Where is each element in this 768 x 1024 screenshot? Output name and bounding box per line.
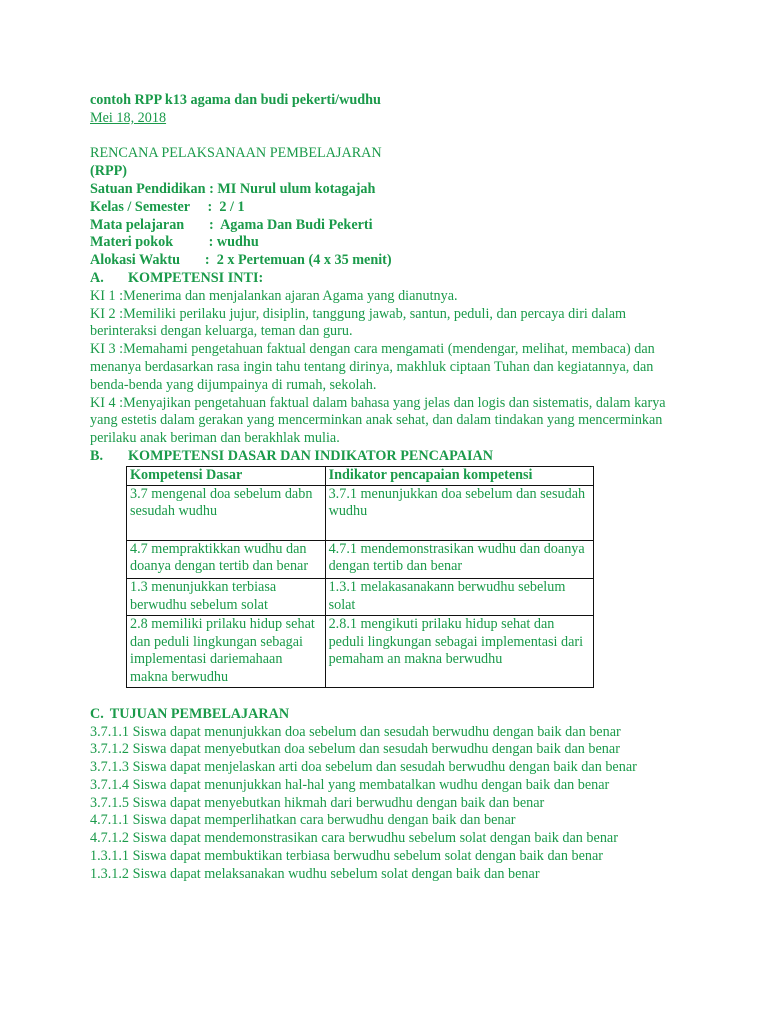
section-a-heading: A. KOMPETENSI INTI:: [90, 269, 264, 286]
table-header-cell: Kompetensi Dasar: [127, 466, 326, 485]
identity-value: 2 x Pertemuan (4 x 35 menit): [216, 252, 392, 269]
goal-item: 3.7.1.5 Siswa dapat menyebutkan hikmah dari berwudhu dengan baik dan benar: [90, 794, 545, 811]
rpp-heading: [90, 145, 690, 181]
spacer: [90, 128, 690, 146]
goal-item: 1.3.1.2 Siswa dapat melaksanakan wudhu sebelum solat dengan baik dan benar: [90, 865, 540, 882]
identity-row: Materi pokok : wudhu: [90, 234, 259, 251]
ki-paragraph: KI 1 :Menerima dan menjalankan ajaran Agama yang dianutnya.: [90, 287, 458, 304]
identity-label: Mata pelajaran: [90, 216, 185, 233]
table-cell: 1.3.1 melakasanakann berwudhu sebelum solat: [325, 579, 593, 616]
identity-value: MI Nurul ulum kotagajah: [217, 180, 376, 197]
identity-value: 2 / 1: [219, 198, 245, 215]
ki-paragraph: KI 2 :Memiliki perilaku jujur, disiplin, tanggung jawab, santun, peduli, dan percaya diri dalam berinteraksi dengan keluarga, teman dan guru.: [90, 305, 627, 340]
identity-row: Satuan Pendidikan : MI Nurul ulum kotagajah: [90, 180, 376, 197]
identity-row: Kelas / Semester : 2 / 1: [90, 198, 245, 215]
goal-item: 3.7.1.1 Siswa dapat menunjukkan doa sebelum dan sesudah berwudhu dengan baik dan benar: [90, 723, 621, 740]
identity-block: [90, 181, 690, 270]
table-row: [127, 485, 594, 540]
table-cell: 2.8.1 mengikuti prilaku hidup sehat dan peduli lingkungan sebagai implementasi dari pemaham an makna berwudhu: [325, 615, 593, 687]
post-date-link[interactable]: Mei 18, 2018: [90, 109, 167, 126]
rpp-heading-abbr: (RPP): [90, 163, 128, 180]
table-cell: 4.7.1 mendemonstrasikan wudhu dan doanya dengan tertib dan benar: [325, 540, 593, 579]
identity-label: Satuan Pendidikan: [90, 180, 206, 197]
table-header-row: [127, 466, 594, 485]
goal-item: 3.7.1.3 Siswa dapat menjelaskan arti doa sebelum dan sesudah berwudhu dengan baik dan benar: [90, 759, 637, 776]
section-b-heading: B. KOMPETENSI DASAR DAN INDIKATOR PENCAPAIAN: [90, 447, 493, 464]
table-row: [127, 615, 594, 687]
identity-value: wudhu: [216, 234, 259, 251]
identity-row: Mata pelajaran : Agama Dan Budi Pekerti: [90, 216, 373, 233]
table-cell: 1.3 menunjukkan terbiasa berwudhu sebelum solat: [127, 579, 326, 616]
section-c-heading: C. TUJUAN PEMBELAJARAN: [90, 705, 290, 722]
identity-row: Alokasi Waktu : 2 x Pertemuan (4 x 35 menit): [90, 252, 392, 269]
ki-paragraph: KI 3 :Memahami pengetahuan faktual dengan cara mengamati (mendengar, melihat, membaca) dan menanya berdasarkan rasa ingin tahu tentang dirinya, makhluk ciptaan Tuhan dan kegiatannya, dan benda-benda yang dijumpainya di rumah, sekolah.: [90, 341, 655, 393]
competency-table: [126, 466, 594, 688]
identity-label: Kelas / Semester: [90, 198, 190, 215]
goal-item: 4.7.1.1 Siswa dapat memperlihatkan cara berwudhu dengan baik dan benar: [90, 812, 516, 829]
table-cell: 3.7.1 menunjukkan doa sebelum dan sesudah wudhu: [325, 485, 593, 540]
identity-value: Agama Dan Budi Pekerti: [220, 216, 373, 233]
table-row: [127, 540, 594, 579]
table-row: [127, 579, 594, 616]
identity-label: Materi pokok: [90, 234, 174, 251]
table-cell: 2.8 memiliki prilaku hidup sehat dan peduli lingkungan sebagai implementasi dariemahaan makna berwudhu: [127, 615, 326, 687]
identity-label: Alokasi Waktu: [90, 252, 181, 269]
table-header-cell: Indikator pencapaian kompetensi: [325, 466, 593, 485]
ki-paragraph: KI 4 :Menyajikan pengetahuan faktual dalam bahasa yang jelas dan logis dan sistematis, dalam karya yang estetis dalam gerakan yang mencerminkan anak sehat, dan dalam tindakan yang mencerminkan perilaku anak beriman dan berakhlak mulia.: [90, 394, 666, 447]
spacer: [90, 688, 690, 706]
doc-title: contoh RPP k13 agama dan budi pekerti/wudhu: [90, 92, 381, 108]
document-page: [90, 92, 690, 884]
goal-item: 3.7.1.4 Siswa dapat menunjukkan hal-hal yang membatalkan wudhu dengan baik dan benar: [90, 776, 610, 793]
goal-item: 1.3.1.1 Siswa dapat membuktikan terbiasa berwudhu sebelum solat dengan baik dan benar: [90, 848, 603, 865]
table-cell: 3.7 mengenal doa sebelum dabn sesudah wudhu: [127, 485, 326, 540]
goal-item: 3.7.1.2 Siswa dapat menyebutkan doa sebelum dan sesudah berwudhu dengan baik dan benar: [90, 741, 620, 758]
rpp-heading-title: RENCANA PELAKSANAAN PEMBELAJARAN: [90, 145, 382, 162]
table-cell: 4.7 mempraktikkan wudhu dan doanya dengan tertib dan benar: [127, 540, 326, 579]
goal-item: 4.7.1.2 Siswa dapat mendemonstrasikan cara berwudhu sebelum solat dengan baik dan benar: [90, 830, 618, 847]
